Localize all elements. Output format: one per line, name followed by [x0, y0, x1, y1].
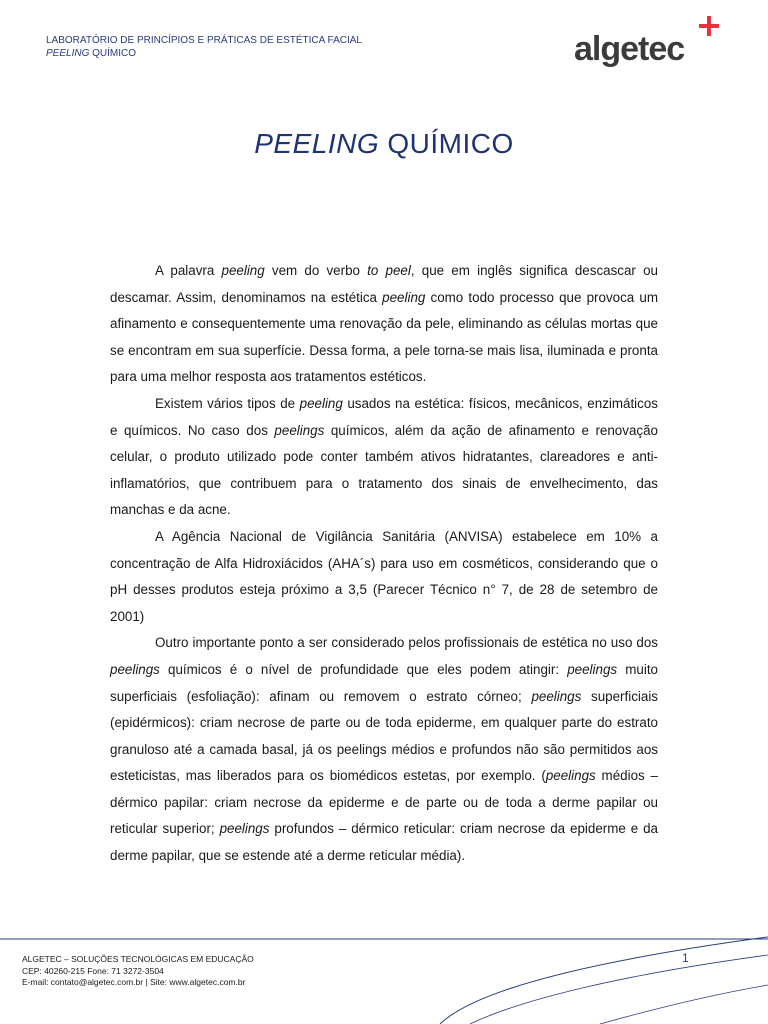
- text-run: muito superficiais (esfoliação): afinam ou removem o estrato córneo;: [110, 661, 658, 704]
- red-plus-icon: [699, 16, 719, 36]
- italic-term: to peel: [367, 263, 411, 278]
- italic-term: peelings: [531, 688, 582, 704]
- header-subtitle-italic: PEELING: [46, 48, 90, 59]
- text-run: vem do verbo: [264, 263, 368, 278]
- italic-term: peelings: [545, 768, 596, 784]
- paragraph: [110, 391, 658, 524]
- title-italic: PEELING: [254, 128, 380, 159]
- paragraph: [110, 630, 658, 869]
- text-run: médios – dérmico papilar: criam necrose da epiderme e de parte ou de toda a derme papilar ou reticular superior;: [110, 768, 659, 837]
- italic-term: peeling: [382, 289, 426, 305]
- logo-text: algetec: [574, 30, 685, 68]
- text-run: Existem vários tipos de: [155, 395, 300, 411]
- text-run: usados na estética: físicos, mecânicos, enzimáticos e químicos. No caso dos: [110, 395, 658, 438]
- document-body: [110, 258, 658, 870]
- italic-term: peelings: [110, 661, 160, 677]
- page-number: 1: [682, 951, 689, 965]
- header-lab-name: LABORATÓRIO DE PRINCÍPIOS E PRÁTICAS DE ESTÉTICA FACIAL: [46, 35, 362, 46]
- paragraph: [110, 258, 658, 391]
- italic-term: peelings: [274, 422, 325, 438]
- algetec-logo: [574, 16, 724, 66]
- text-run: A palavra: [155, 263, 222, 278]
- page-footer: [22, 954, 254, 989]
- text-run: , que em inglês significa descascar ou descamar. Assim, denominamos na estética: [110, 263, 658, 305]
- text-run: A Agência Nacional de Vigilância Sanitária (ANVISA) estabelece em 10% a concentração de Alfa Hidroxiácidos (AHA´s) para uso em cosméticos, considerando que o pH desses produtos esteja próximo a 3,5 (Parecer Técnico n° 7, de 28 de setembro de 2001): [110, 528, 658, 624]
- paragraph: [110, 524, 658, 630]
- page-title: [0, 128, 768, 160]
- text-run: superficiais (epidérmicos): criam necrose de parte ou de toda epiderme, em qualquer parte do estrato granuloso até a camada basal, já os peelings médios e profundos não são permitidos aos esteticistas, mas liberados para os biomédicos estetas, por exemplo. (: [110, 688, 659, 784]
- footer-address: CEP: 40260-215 Fone: 71 3272-3504: [22, 965, 164, 976]
- text-run: químicos, além da ação de afinamento e renovação celular, o produto utilizado pode conter também ativos hidratantes, clareadores e anti-inflamatórios, que contribuem para o tratamento dos sinais de envelhecimento, das manchas e da acne.: [110, 422, 658, 518]
- text-run: químicos é o nível de profundidade que eles podem atingir:: [159, 661, 568, 677]
- title-rest: QUÍMICO: [379, 128, 514, 159]
- header-subtitle-rest: QUÍMICO: [89, 48, 137, 59]
- italic-term: peelings: [567, 661, 618, 677]
- italic-term: peelings: [219, 821, 270, 837]
- italic-term: peeling: [299, 395, 343, 411]
- footer-contact: E-mail: contato@algetec.com.br | Site: www.algetec.com.br: [22, 977, 246, 987]
- text-run: profundos – dérmico reticular: criam necrose da epiderme e da derme papilar, que se estende até a derme reticular média).: [110, 821, 658, 864]
- text-run: como todo processo que provoca um afinamento e consequentemente uma renovação da pele, eliminando as células mortas que se encontram em sua superfície. Dessa forma, a pele torna-se mais lisa, iluminada e pronta para uma melhor resposta aos tratamentos estéticos.: [110, 289, 659, 385]
- header-subtitle: [46, 47, 362, 60]
- text-run: Outro importante ponto a ser considerado pelos profissionais de estética no uso dos: [155, 635, 658, 651]
- page-header: [46, 34, 362, 60]
- italic-term: peeling: [221, 263, 265, 278]
- footer-company: ALGETEC – SOLUÇÕES TECNOLÓGICAS EM EDUCAÇÃO: [22, 954, 254, 964]
